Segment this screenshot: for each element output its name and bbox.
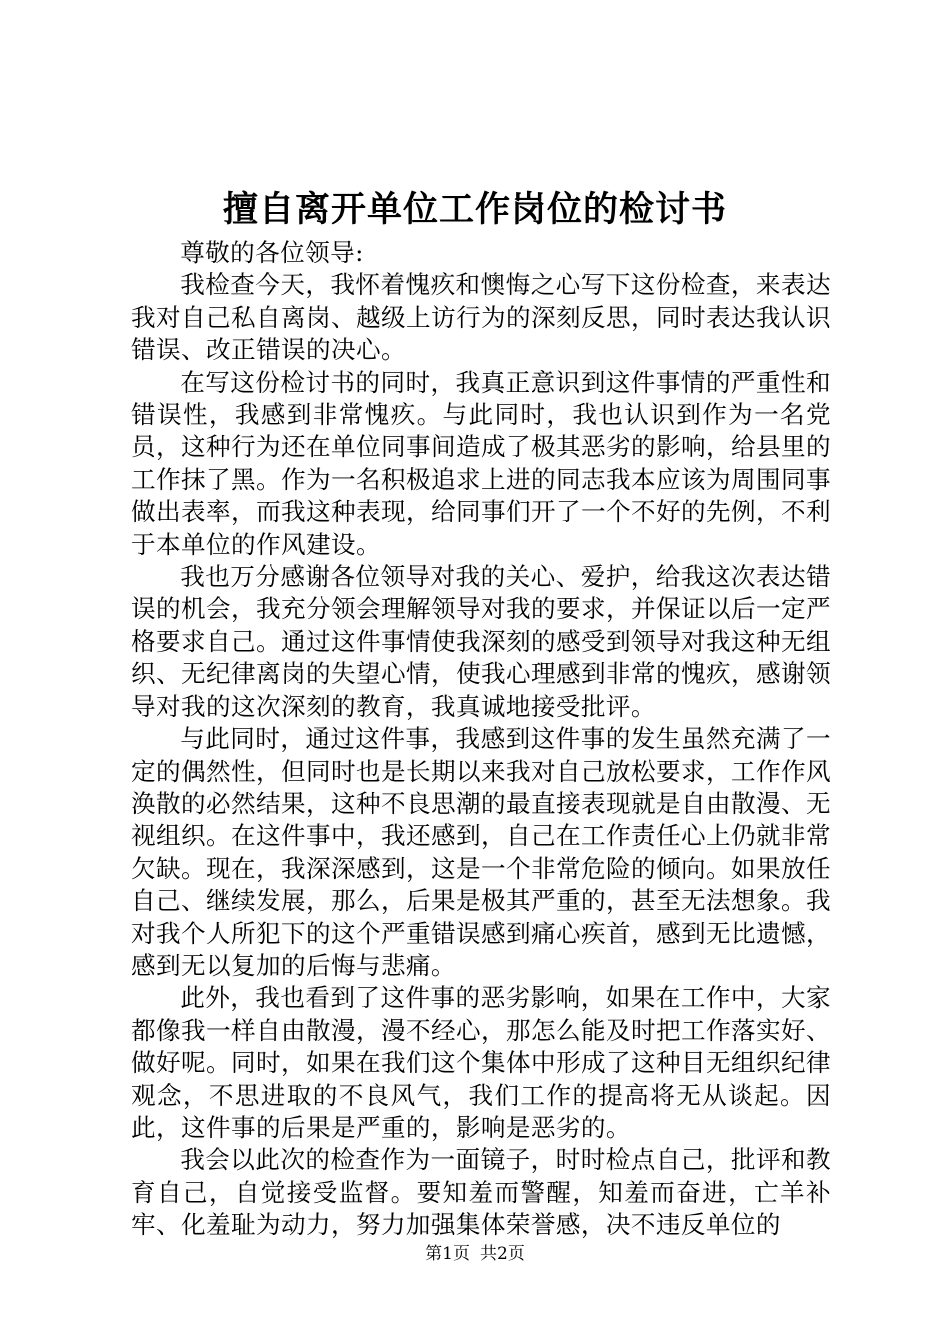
page-number: 第1页 <box>425 1244 470 1264</box>
body-paragraph-3: 我也万分感谢各位领导对我的关心、爱护，给我这次表达错误的机会，我充分领会理解领导对我的要求，并保证以后一定严格要求自己。通过这件事情使我深刻的感受到领导对我这种无组织、无纪律离岗的失望心情，使我心理感到非常的愧疚，感谢领导对我的这次深刻的教育，我真诚地接受批评。 <box>131 562 831 721</box>
page-title: 擅自离开单位工作岗位的检讨书 <box>222 189 727 230</box>
body-paragraph-2: 在写这份检讨书的同时，我真正意识到这件事情的严重性和错误性，我感到非常愧疚。与此同时，我也认识到作为一名党员，这种行为还在单位同事间造成了极其恶劣的影响，给县里的工作抹了黑。作为一名积极追求上进的同志我本应该为周围同事做出表率，而我这种表现，给同事们开了一个不好的先例，不利于本单位的作风建设。 <box>131 367 831 559</box>
document-body <box>131 237 831 1242</box>
page-total: 共2页 <box>480 1244 525 1264</box>
body-paragraph-5: 此外，我也看到了这件事的恶劣影响，如果在工作中，大家都像我一样自由散漫，漫不经心，那怎么能及时把工作落实好、做好呢。同时，如果在我们这个集体中形成了这种目无组织纪律观念，不思进取的不良风气，我们工作的提高将无从谈起。因此，这件事的后果是严重的，影响是恶劣的。 <box>131 983 831 1142</box>
body-paragraph-1: 我检查今天，我怀着愧疚和懊悔之心写下这份检查，来表达我对自己私自离岗、越级上访行为的深刻反思，同时表达我认识错误、改正错误的决心。 <box>131 270 831 365</box>
body-paragraph-4: 与此同时，通过这件事，我感到这件事的发生虽然充满了一定的偶然性，但同时也是长期以来我对自己放松要求，工作作风涣散的必然结果，这种不良思潮的最直接表现就是自由散漫、无视组织。在这件事中，我还感到，自己在工作责任心上仍就非常欠缺。现在，我深深感到，这是一个非常危险的倾向。如果放任自己、继续发展，那么，后果是极其严重的，甚至无法想象。我对我个人所犯下的这个严重错误感到痛心疾首，感到无比遗憾，感到无以复加的后悔与悲痛。 <box>131 724 831 980</box>
page-footer <box>0 1242 950 1266</box>
body-paragraph-6: 我会以此次的检查作为一面镜子，时时检点自己，批评和教育自己，自觉接受监督。要知羞而警醒，知羞而奋进，亡羊补牢、化羞耻为动力，努力加强集体荣誉感，决不违反单位的 <box>131 1145 831 1240</box>
salutation: 尊敬的各位领导: <box>180 238 364 267</box>
